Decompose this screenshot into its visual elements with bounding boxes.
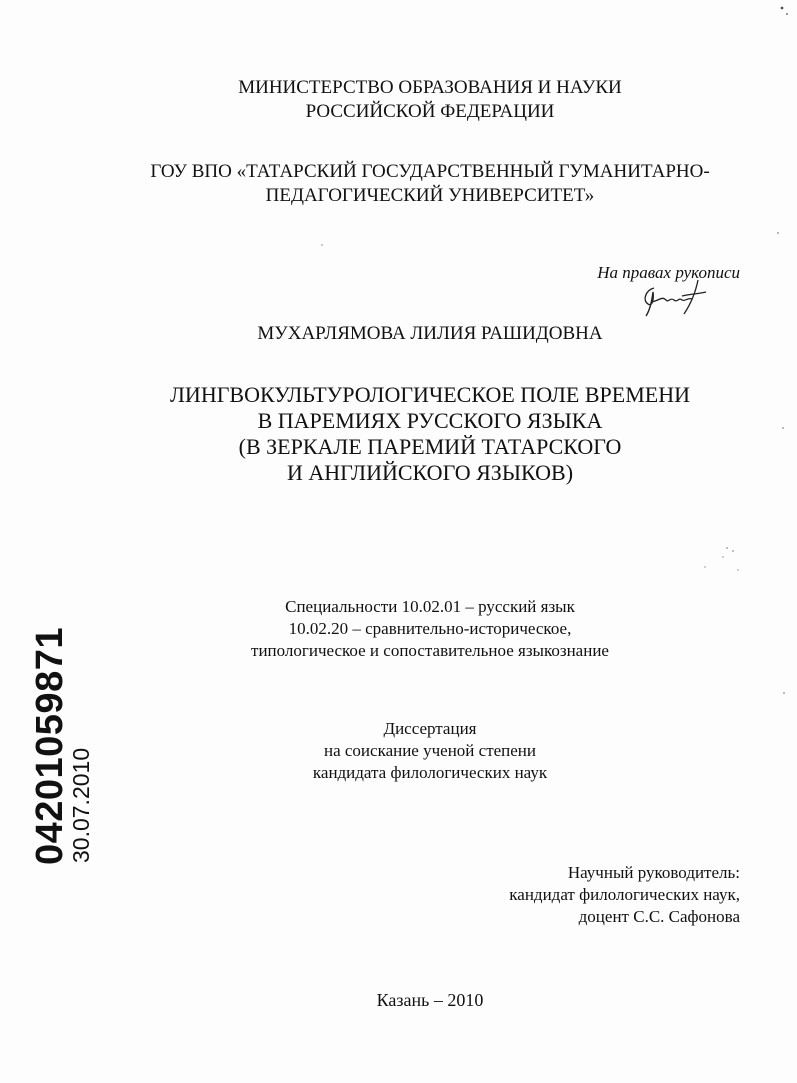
stamp-code: 04201059871 [29,627,71,865]
title-line-2: В ПАРЕМИЯХ РУССКОГО ЯЗЫКА [257,408,603,433]
stamp-date: 30.07.2010 [68,747,94,863]
manuscript-rights-label: На правах рукописи [597,263,740,282]
university-line-1: ГОУ ВПО «ТАТАРСКИЙ ГОСУДАРСТВЕННЫЙ ГУМАНИТАРНО- [150,161,710,182]
specialty-block [0,596,797,662]
library-stamp [29,627,94,865]
title-line-3: (В ЗЕРКАЛЕ ПАРЕМИЙ ТАТАРСКОГО [238,434,622,459]
degree-line-3: кандидата филологических наук [312,763,548,782]
title-line-1: ЛИНГВОКУЛЬТУРОЛОГИЧЕСКОЕ ПОЛЕ ВРЕМЕНИ [170,382,690,407]
ministry-heading [0,76,797,124]
supervisor-line-3: доцент С.С. Сафонова [578,907,740,926]
supervisor-block [440,862,740,928]
university-heading [0,160,797,208]
city-year: Казань – 2010 [376,990,484,1010]
handwritten-signature [632,270,712,320]
degree-block [0,718,797,784]
specialty-line-3: типологическое и сопоставительное языкознание [251,641,609,660]
degree-line-1: Диссертация [383,719,477,738]
supervisor-line-2: кандидат филологических наук, [509,885,740,904]
specialty-line-1: Специальности 10.02.01 – русский язык [285,597,575,616]
dissertation-title [0,382,797,486]
specialty-line-2: 10.02.20 – сравнительно-историческое, [288,619,572,638]
university-line-2: ПЕДАГОГИЧЕСКИЙ УНИВЕРСИТЕТ» [265,185,595,206]
degree-line-2: на соискание ученой степени [323,741,537,760]
title-line-4: И АНГЛИЙСКОГО ЯЗЫКОВ) [286,460,574,485]
ministry-line-1: МИНИСТЕРСТВО ОБРАЗОВАНИЯ И НАУКИ [238,77,622,98]
author-name: МУХАРЛЯМОВА ЛИЛИЯ РАШИДОВНА [257,323,603,344]
supervisor-line-1: Научный руководитель: [567,863,740,882]
ministry-line-2: РОССИЙСКОЙ ФЕДЕРАЦИИ [305,101,555,122]
